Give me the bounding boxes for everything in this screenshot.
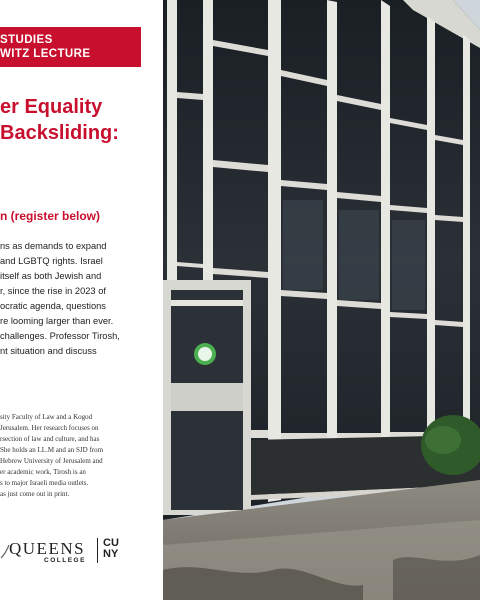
bio-line: Jerusalem. Her research focuses on: [0, 424, 99, 432]
banner-line-1: STUDIES: [0, 34, 53, 46]
bio-line: as just come out in print.: [0, 490, 70, 498]
description-line: nt situation and discuss: [0, 346, 97, 356]
banner-line-2: WITZ LECTURE: [0, 48, 91, 60]
lecture-title-line-1: er Equality: [0, 96, 103, 118]
description-line: itself as both Jewish and: [0, 271, 102, 281]
cuny-logo-line-1: CU: [103, 537, 119, 549]
cuny-logo-line-2: NY: [103, 548, 119, 560]
description-line: ocratic agenda, questions: [0, 301, 106, 311]
description-line: and LGBTQ rights. Israel: [0, 256, 103, 266]
bio-line: er academic work, Tirosh is an: [0, 468, 86, 476]
description-line: ns as demands to expand: [0, 241, 107, 251]
event-date-register-link[interactable]: n (register below): [0, 209, 101, 223]
description-line: r, since the rise in 2023 of: [0, 286, 106, 296]
bio-line: sity Faculty of Law and a Kogod: [0, 413, 93, 421]
queens-college-subtext: COLLEGE: [44, 557, 86, 564]
bio-line: She holds an LL.M and an SJD from: [0, 446, 104, 454]
logo-divider: [97, 538, 98, 563]
description-line: re looming larger than ever.: [0, 316, 114, 326]
bio-line: Hebrew University of Jerusalem and: [0, 457, 103, 465]
building-facade-image: [163, 0, 480, 600]
sponsor-logos: [0, 536, 163, 566]
bio-line: rsection of law and culture, and has: [0, 435, 100, 443]
flyer-text-panel: [0, 0, 163, 600]
queens-college-logo: QUEENS: [9, 539, 86, 558]
cuny-logo: [103, 538, 119, 560]
description-line: challenges. Professor Tirosh,: [0, 331, 120, 341]
bio-line: s to major Israeli media outlets.: [0, 479, 89, 487]
lecture-title-line-2: Backsliding:: [0, 122, 119, 144]
building-photo: [163, 0, 480, 600]
series-banner: [0, 27, 141, 67]
